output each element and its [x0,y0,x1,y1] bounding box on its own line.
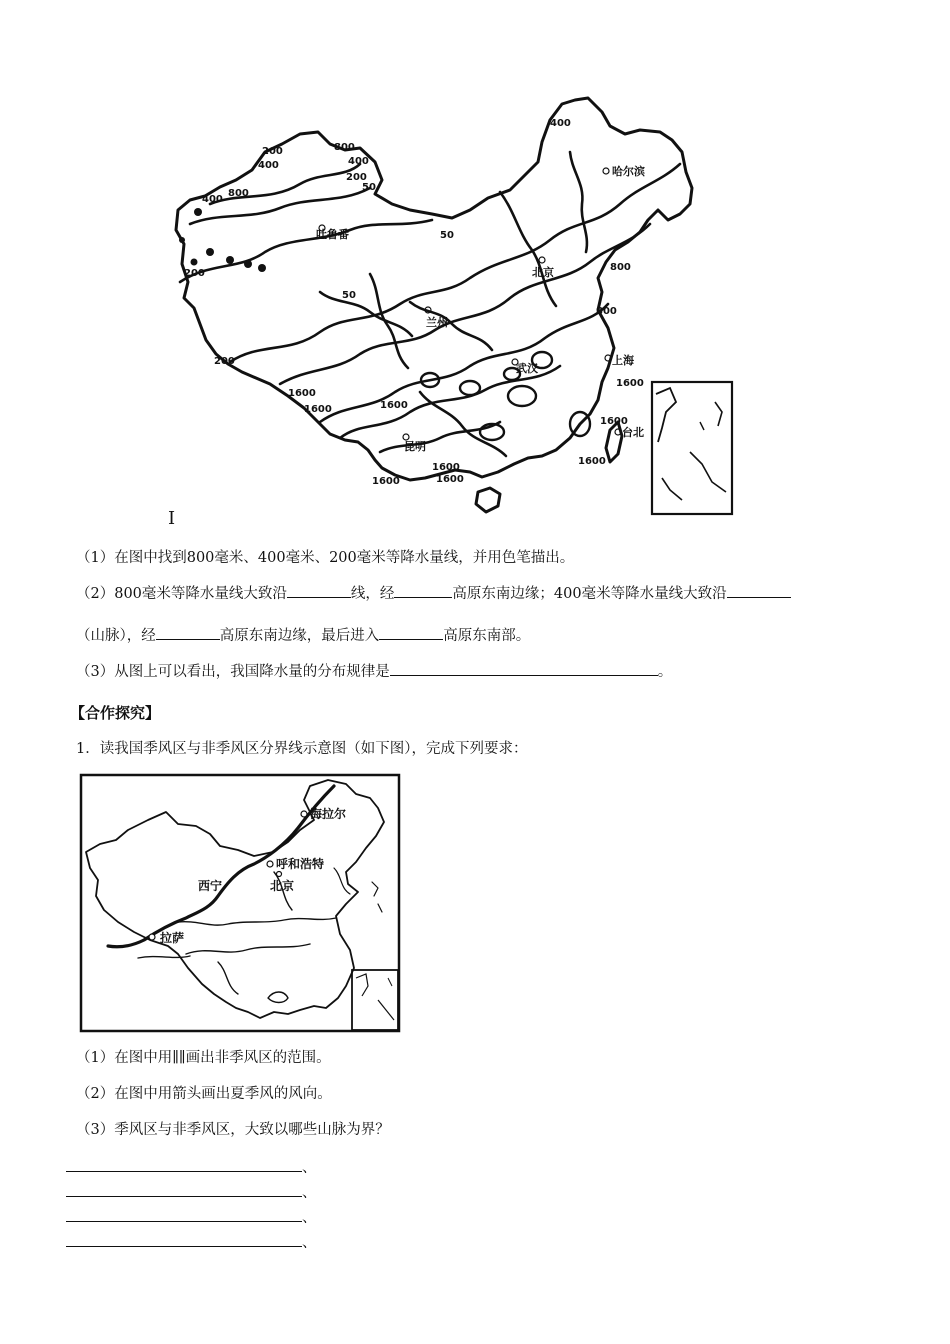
label-1600-tibet1: 1600 [288,388,316,399]
q2-text-f: 高原东南部。 [443,628,531,644]
stray-mark: I [168,508,176,529]
q3-text-b: 。 [657,664,673,680]
city-lanzhou: 兰州 [426,316,448,329]
q2-blank-4[interactable] [156,625,220,640]
label-200-nw1: 200 [262,146,283,157]
label-800-east2: 800 [596,306,617,317]
label-1600-se3: 1600 [578,456,606,467]
label-200-nw2: 200 [346,172,367,183]
monsoon-map [78,772,402,1034]
answer-blank-3[interactable] [66,1207,302,1222]
label-200-west: 200 [184,268,205,279]
monsoon-inset [352,970,398,1030]
answer-blank-1[interactable] [66,1157,302,1172]
label-400-ne: 400 [550,118,571,129]
city-hailar: 海拉尔 [310,807,347,821]
answer-blank-4[interactable] [66,1232,302,1247]
label-1600-south1: 1600 [432,462,460,473]
city-shanghai: 上海 [612,354,634,367]
city-beijing: 北京 [532,266,554,279]
label-1600-se2: 1600 [600,416,628,427]
question-3 [76,660,672,681]
q2-blank-2[interactable] [394,583,452,598]
question-2-cont [76,624,530,645]
answer-sep-3: 、 [302,1210,317,1226]
label-1600-se1: 1600 [616,378,644,389]
label-1600-south2: 1600 [436,474,464,485]
label-800-east: 800 [610,262,631,273]
city-kunming: 昆明 [404,440,426,453]
label-400-nw2: 400 [348,156,369,167]
city-turpan: 吐鲁番 [316,228,349,241]
label-400-nw1: 400 [258,160,279,171]
label-1600-south3: 1600 [372,476,400,487]
q3-text-a: （3）从图上可以看出，我国降水量的分布规律是 [76,664,390,680]
q2-text-a: （2）800毫米等降水量线大致沿 [76,586,287,602]
task-1-1: （1）在图中用∥∥画出非季风区的范围。 [76,1050,331,1066]
task-1: 1．读我国季风区与非季风区分界线示意图（如下图），完成下列要求： [76,741,528,757]
answer-line-3 [66,1206,317,1227]
answer-blank-2[interactable] [66,1182,302,1197]
label-800-nw2: 800 [228,188,249,199]
answer-sep-1: 、 [302,1160,317,1176]
task-1-2: （2）在图中用箭头画出夏季风的风向。 [76,1086,332,1102]
q2-blank-3[interactable] [727,583,791,598]
question-2 [76,582,791,603]
precipitation-map [170,92,740,524]
label-400-nw3: 400 [202,194,223,205]
city-hohhot: 呼和浩特 [276,857,325,871]
label-800-nw1: 800 [334,142,355,153]
q3-blank[interactable] [390,661,658,676]
label-1600-tibet2: 1600 [304,404,332,415]
q2-blank-5[interactable] [379,625,443,640]
task-1-3: （3）季风区与非季风区，大致以哪些山脉为界？ [76,1122,390,1138]
q2-text-c: 高原东南边缘；400毫米等降水量线大致沿 [452,586,727,602]
q2-text-d: （山脉），经 [76,628,156,644]
answer-line-4 [66,1231,317,1252]
city-wuhan: 武汉 [516,362,538,375]
answer-line-2 [66,1181,317,1202]
q2-text-e: 高原东南边缘，最后进入 [219,628,380,644]
answer-line-1 [66,1156,317,1177]
city-beijing-2: 北京 [270,879,295,893]
answer-sep-4: 、 [302,1235,317,1251]
section-title: 【合作探究】 [70,704,161,722]
label-50-tibet: 50 [342,290,356,301]
city-taipei: 台北 [622,426,644,439]
label-50-center: 50 [440,230,454,241]
label-200-sw: 200 [214,356,235,367]
city-xining: 西宁 [198,879,223,893]
q2-text-b: 线，经 [350,586,395,602]
label-50-nw: 50 [362,182,376,193]
answer-sep-2: 、 [302,1185,317,1201]
south-sea-inset [652,382,732,514]
city-harbin: 哈尔滨 [612,165,645,178]
q2-blank-1[interactable] [287,583,351,598]
question-1: （1）在图中找到800毫米、400毫米、200毫米等降水量线，并用色笔描出。 [76,550,575,566]
label-1600-sw2: 1600 [380,400,408,411]
city-lhasa: 拉萨 [160,931,185,945]
